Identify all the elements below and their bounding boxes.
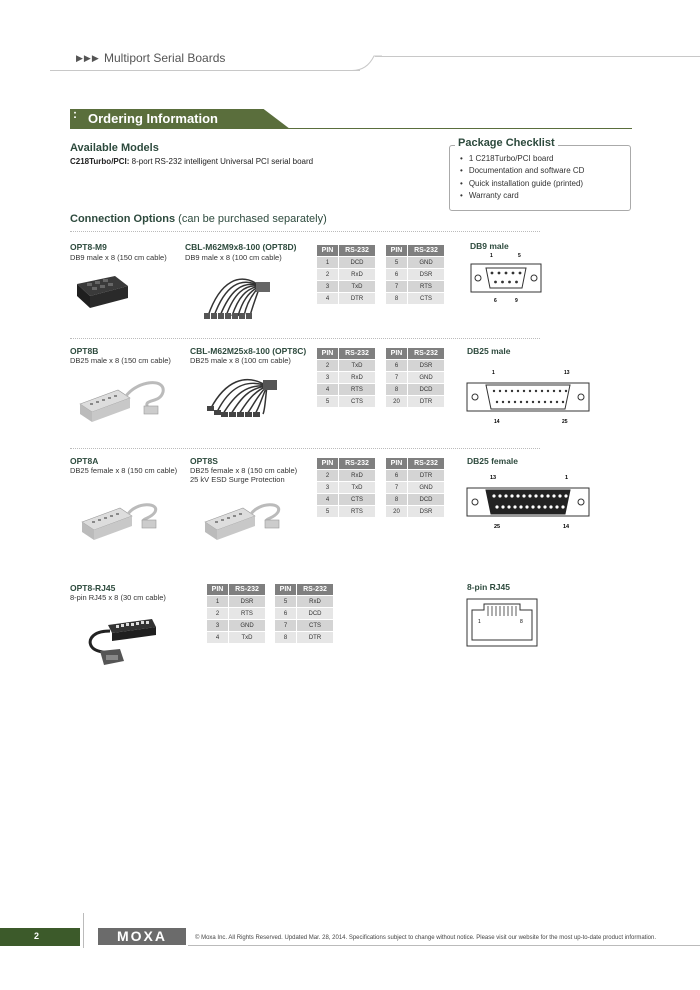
pin-cell: 2 [207, 608, 229, 620]
db25-male-diagram [466, 368, 590, 426]
pin-cell: 3 [317, 482, 339, 494]
model-description: 8-port RS-232 intelligent Universal PCI serial board [131, 157, 314, 166]
pin-table-db9-b [386, 245, 444, 304]
opt8a-product-image [80, 500, 175, 548]
table-row [275, 620, 333, 632]
signal-cell: RxD [339, 269, 376, 281]
signal-cell: DCD [408, 384, 445, 396]
signal-cell: CTS [297, 620, 334, 632]
pin-table-db25f-b [386, 458, 444, 517]
page-number: 2 [34, 931, 40, 941]
signal-cell: TxD [229, 632, 266, 644]
checklist-item: • Warranty card [460, 191, 584, 203]
table-row [317, 257, 375, 269]
signal-cell: RxD [339, 372, 376, 384]
rs232-header: RS-232 [297, 584, 334, 596]
signal-cell: GND [408, 372, 445, 384]
checklist-item: • Documentation and software CD [460, 166, 584, 178]
table-row [317, 384, 375, 396]
signal-cell: DTR [297, 632, 334, 644]
pin-cell: 3 [207, 620, 229, 632]
table-row [386, 482, 444, 494]
opt8rj45-name: OPT8-RJ45 [70, 583, 116, 593]
available-models-heading: Available Models [70, 142, 159, 154]
pin-cell: 5 [317, 506, 339, 518]
opt8rj45-product-image [80, 615, 160, 670]
pin-cell: 5 [275, 596, 297, 608]
table-row [386, 293, 444, 305]
header-curve [352, 55, 382, 71]
table-row [317, 494, 375, 506]
cbl25-desc: DB25 male x 8 (100 cm cable) [190, 356, 291, 365]
table-row [386, 360, 444, 372]
table-row [386, 281, 444, 293]
table-row [275, 596, 333, 608]
pin-table-rj45-a [207, 584, 265, 643]
rs232-header: RS-232 [339, 245, 376, 257]
pin-cell: 20 [386, 396, 408, 408]
signal-cell: GND [408, 482, 445, 494]
signal-cell: RTS [229, 608, 266, 620]
table-row [386, 396, 444, 408]
checklist-title: Package Checklist [455, 137, 558, 149]
opt8m9-desc: DB9 male x 8 (150 cm cable) [70, 253, 167, 262]
opt8rj45-desc: 8-pin RJ45 x 8 (30 cm cable) [70, 593, 166, 602]
opt8b-desc: DB25 male x 8 (150 cm cable) [70, 356, 171, 365]
pin-cell: 5 [386, 257, 408, 269]
opt8b-name: OPT8B [70, 346, 99, 356]
cbl9-product-image [200, 266, 275, 321]
signal-cell: RTS [408, 281, 445, 293]
table-row [317, 269, 375, 281]
table-row [386, 494, 444, 506]
table-row [386, 506, 444, 518]
table-row [317, 396, 375, 408]
signal-cell: CTS [408, 293, 445, 305]
header-title: Multiport Serial Boards [104, 51, 226, 65]
rj45-pin-1: 1 [478, 619, 481, 625]
checklist [460, 154, 584, 203]
table-row [207, 608, 265, 620]
pin-table-db25f-a [317, 458, 375, 517]
signal-cell: DCD [339, 257, 376, 269]
signal-cell: DSR [229, 596, 266, 608]
pin-cell: 6 [386, 269, 408, 281]
db25-female-title: DB25 female [467, 456, 519, 466]
footer-rule [188, 945, 700, 946]
pin-header: PIN [317, 245, 339, 257]
pin-cell: 7 [275, 620, 297, 632]
connection-note: (can be purchased separately) [178, 213, 327, 225]
opt8m9-name: OPT8-M9 [70, 242, 107, 252]
table-row [207, 620, 265, 632]
db9-pin-5: 5 [518, 253, 521, 259]
rs232-header: RS-232 [408, 245, 445, 257]
opt8a-desc: DB25 female x 8 (150 cm cable) [70, 466, 178, 475]
rs232-header: RS-232 [339, 458, 376, 470]
header-arrows: ▶▶▶ [76, 53, 100, 63]
opt8s-desc: DB25 female x 8 (150 cm cable) [190, 466, 298, 475]
table-row [386, 384, 444, 396]
table-row [275, 632, 333, 644]
db9-male-title: DB9 male [470, 241, 509, 251]
pin-cell: 8 [386, 293, 408, 305]
pin-cell: 7 [386, 281, 408, 293]
signal-cell: DCD [408, 494, 445, 506]
db25m-pin-1: 1 [492, 370, 495, 376]
cbl25-name: CBL-M62M25x8-100 (OPT8C) [190, 346, 307, 356]
pin-cell: 3 [317, 281, 339, 293]
pin-cell: 4 [207, 632, 229, 644]
signal-cell: RTS [339, 384, 376, 396]
table-row [386, 269, 444, 281]
signal-cell: RxD [297, 596, 334, 608]
opt8s-desc-surge: 25 kV ESD Surge Protection [190, 475, 285, 484]
signal-cell: TxD [339, 360, 376, 372]
pin-cell: 4 [317, 494, 339, 506]
table-row [317, 360, 375, 372]
db9-male-diagram [470, 250, 542, 305]
db25m-pin-25: 25 [562, 419, 568, 425]
moxa-logo-text: MOXA [117, 928, 167, 944]
opt8s-product-image [203, 500, 298, 548]
pin-header: PIN [386, 245, 408, 257]
dotted-divider [70, 448, 540, 449]
pin-table-db25m-b [386, 348, 444, 407]
pin-cell: 6 [386, 360, 408, 372]
pin-cell: 2 [317, 269, 339, 281]
model-name: C218Turbo/PCI: [70, 157, 130, 166]
footer-page-tab [0, 928, 80, 946]
checklist-item: • Quick installation guide (printed) [460, 179, 584, 191]
section-title: Ordering Information [88, 111, 218, 126]
pin-table-rj45-b [275, 584, 333, 643]
pin-cell: 5 [317, 396, 339, 408]
db25f-pin-1: 1 [565, 475, 569, 481]
signal-cell: CTS [339, 396, 376, 408]
pin-cell: 20 [386, 506, 408, 518]
table-row [207, 596, 265, 608]
db25f-pin-14: 14 [563, 524, 570, 530]
signal-cell: DTR [408, 396, 445, 408]
table-row [207, 632, 265, 644]
pin-cell: 7 [386, 372, 408, 384]
dotted-divider [70, 338, 540, 339]
opt8b-product-image [78, 374, 173, 429]
pin-cell: 2 [317, 470, 339, 482]
rs232-header: RS-232 [408, 348, 445, 360]
pin-cell: 7 [386, 482, 408, 494]
pin-cell: 1 [317, 257, 339, 269]
cbl9-desc: DB9 male x 8 (100 cm cable) [185, 253, 282, 262]
db25f-pin-25: 25 [494, 524, 501, 530]
pin-header: PIN [317, 348, 339, 360]
opt8a-name: OPT8A [70, 456, 99, 466]
db9-pin-6: 6 [494, 298, 497, 304]
db25m-pin-13: 13 [564, 370, 570, 376]
signal-cell: DTR [339, 293, 376, 305]
pin-header: PIN [317, 458, 339, 470]
pin-header: PIN [386, 458, 408, 470]
table-row [317, 281, 375, 293]
footer-copyright: © Moxa Inc. All Rights Reserved. Updated Mar. 28, 2014. Specifications subject to change without notice. Please visit our website for the most up-to-date product information. [195, 935, 656, 941]
header-rule-right [375, 56, 700, 57]
pin-cell: 6 [386, 470, 408, 482]
table-row [317, 293, 375, 305]
opt8m9-product-image [75, 272, 130, 310]
rj45-pin-8: 8 [520, 619, 523, 625]
table-row [317, 482, 375, 494]
connection-heading [70, 213, 327, 225]
pin-cell: 1 [207, 596, 229, 608]
rs232-header: RS-232 [408, 458, 445, 470]
signal-cell: RTS [339, 506, 376, 518]
section-dots: : [73, 107, 77, 121]
signal-cell: DTR [408, 470, 445, 482]
signal-cell: DSR [408, 269, 445, 281]
connection-heading-bold: Connection Options [70, 213, 176, 225]
pin-cell: 2 [317, 360, 339, 372]
pin-cell: 4 [317, 293, 339, 305]
signal-cell: GND [229, 620, 266, 632]
rj45-title: 8-pin RJ45 [467, 582, 510, 592]
table-row [317, 372, 375, 384]
db25-male-title: DB25 male [467, 346, 511, 356]
opt8s-name: OPT8S [190, 456, 218, 466]
table-row [386, 257, 444, 269]
signal-cell: DSR [408, 506, 445, 518]
table-row [317, 506, 375, 518]
footer-divider [83, 913, 84, 948]
rs232-header: RS-232 [339, 348, 376, 360]
table-row [275, 608, 333, 620]
section-rule [70, 128, 632, 129]
dotted-divider [70, 231, 540, 232]
pin-cell: 8 [275, 632, 297, 644]
pin-cell: 4 [317, 384, 339, 396]
pin-cell: 3 [317, 372, 339, 384]
pin-cell: 6 [275, 608, 297, 620]
db9-pin-1: 1 [490, 253, 493, 259]
signal-cell: GND [408, 257, 445, 269]
db25-female-diagram [466, 472, 590, 532]
signal-cell: RxD [339, 470, 376, 482]
pin-header: PIN [275, 584, 297, 596]
signal-cell: DCD [297, 608, 334, 620]
pin-header: PIN [386, 348, 408, 360]
rs232-header: RS-232 [229, 584, 266, 596]
table-row [386, 372, 444, 384]
db25m-pin-14: 14 [494, 419, 500, 425]
rj45-diagram [466, 598, 538, 648]
header-rule [50, 70, 360, 71]
cbl9-name: CBL-M62M9x8-100 (OPT8D) [185, 242, 297, 252]
signal-cell: CTS [339, 494, 376, 506]
signal-cell: TxD [339, 281, 376, 293]
table-row [386, 470, 444, 482]
pin-cell: 8 [386, 494, 408, 506]
pin-cell: 8 [386, 384, 408, 396]
model-line [70, 157, 313, 166]
signal-cell: DSR [408, 360, 445, 372]
pin-table-db9-a [317, 245, 375, 304]
cbl25-product-image [205, 372, 280, 420]
table-row [317, 470, 375, 482]
db25f-pin-13: 13 [490, 475, 497, 481]
checklist-item: • 1 C218Turbo/PCI board [460, 154, 584, 166]
signal-cell: TxD [339, 482, 376, 494]
db9-pin-9: 9 [515, 298, 518, 304]
pin-table-db25m-a [317, 348, 375, 407]
pin-header: PIN [207, 584, 229, 596]
